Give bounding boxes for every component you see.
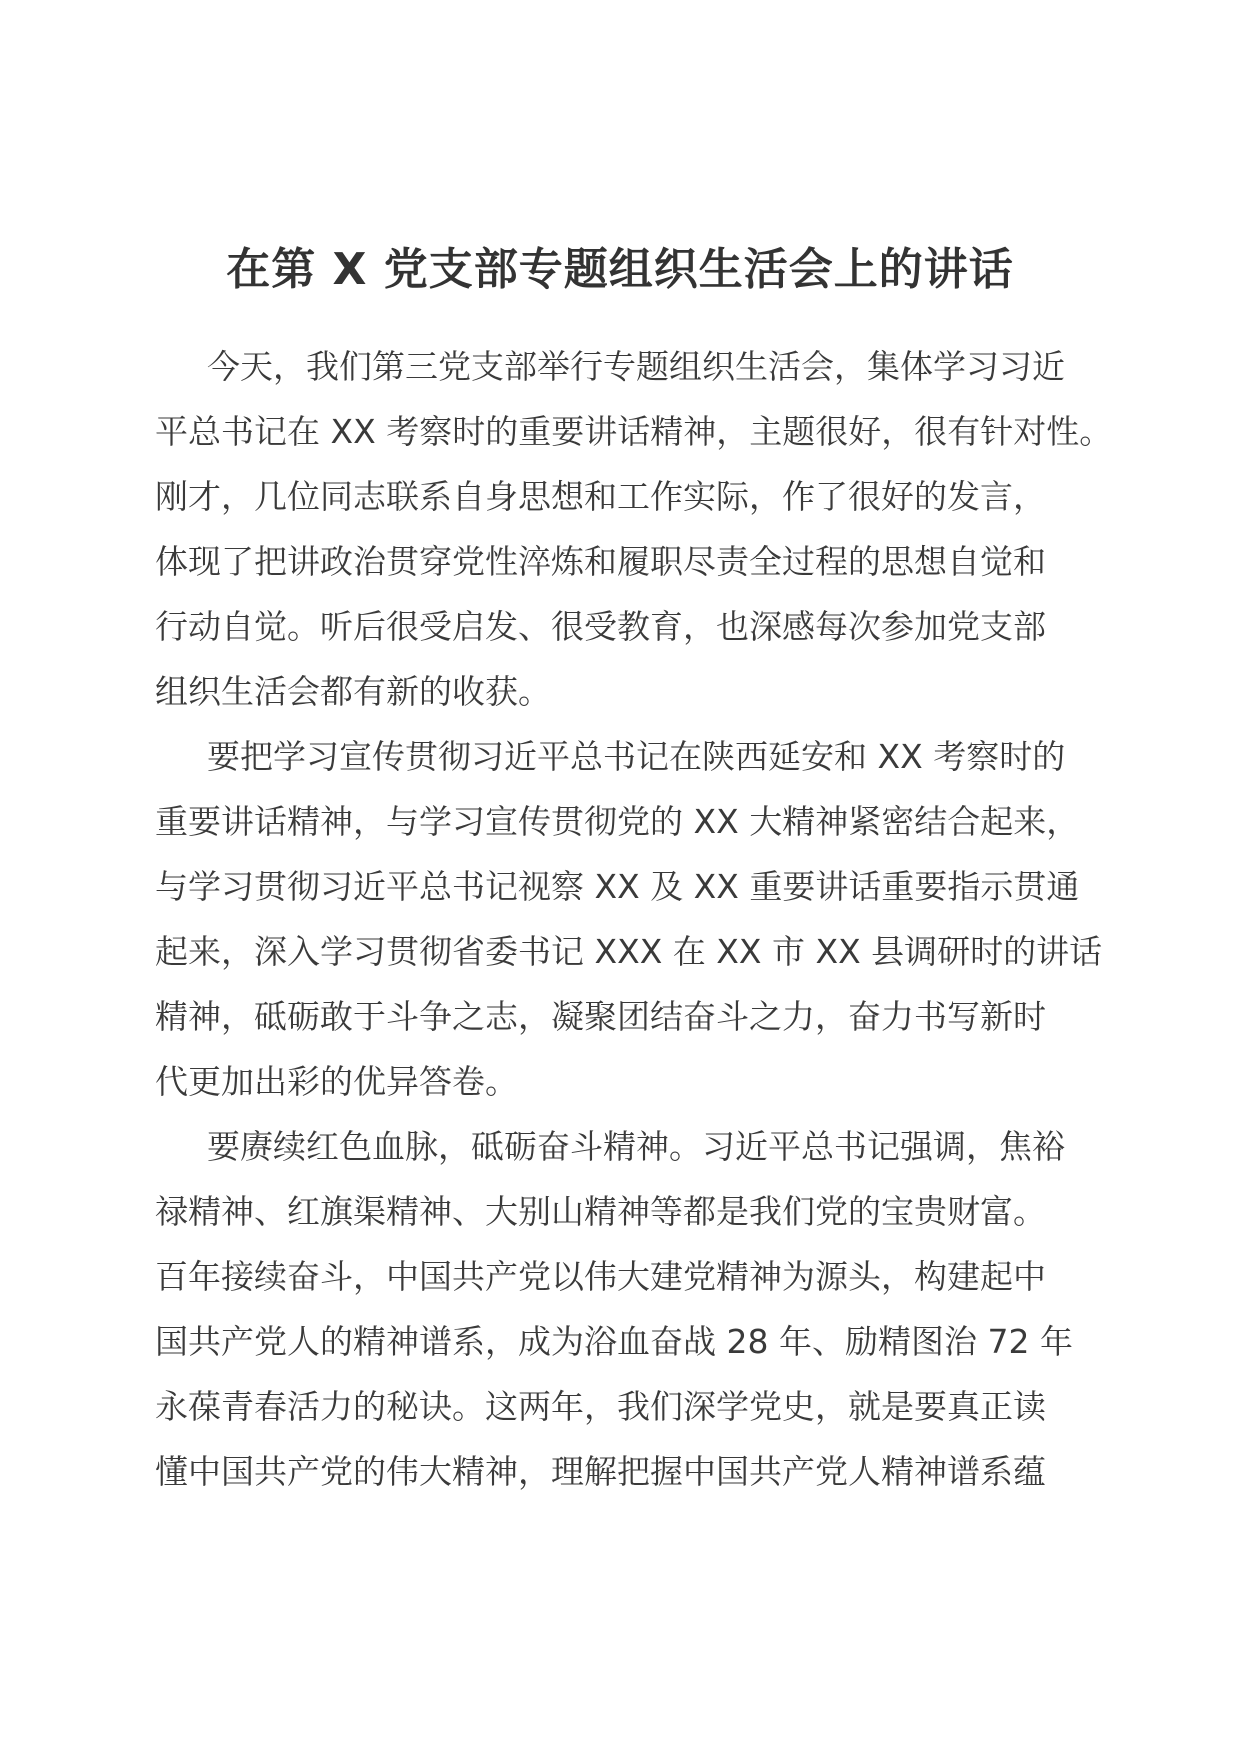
paragraph-3 bbox=[155, 1114, 1095, 1504]
text-line: 禄精神、红旗渠精神、大别山精神等都是我们党的宝贵财富。 bbox=[155, 1192, 1046, 1231]
text-line: 要赓续红色血脉，砥砺奋斗精神。习近平总书记强调，焦裕 bbox=[207, 1127, 1065, 1166]
text-line: 要把学习宣传贯彻习近平总书记在陕西延安和 XX 考察时的 bbox=[207, 737, 1066, 776]
paragraph-2 bbox=[155, 724, 1103, 1114]
paragraph-1 bbox=[155, 334, 1113, 724]
document-title: 在第 X 党支部专题组织生活会上的讲话 bbox=[226, 244, 1014, 295]
text-line: 代更加出彩的优异答卷。 bbox=[155, 1062, 518, 1101]
document-body bbox=[155, 334, 1113, 1504]
text-line: 百年接续奋斗，中国共产党以伟大建党精神为源头，构建起中 bbox=[155, 1257, 1046, 1296]
text-line: 体现了把讲政治贯穿党性淬炼和履职尽责全过程的思想自觉和 bbox=[155, 542, 1046, 581]
text-line: 精神，砥砺敢于斗争之志，凝聚团结奋斗之力，奋力书写新时 bbox=[155, 997, 1046, 1036]
text-line: 永葆青春活力的秘诀。这两年，我们深学党史，就是要真正读 bbox=[155, 1387, 1046, 1426]
text-line: 行动自觉。听后很受启发、很受教育，也深感每次参加党支部 bbox=[155, 607, 1046, 646]
text-line: 起来，深入学习贯彻省委书记 XXX 在 XX 市 XX 县调研时的讲话 bbox=[155, 932, 1103, 971]
text-line: 今天，我们第三党支部举行专题组织生活会，集体学习习近 bbox=[207, 347, 1065, 386]
text-line: 平总书记在 XX 考察时的重要讲话精神，主题很好，很有针对性。 bbox=[155, 412, 1113, 451]
text-line: 与学习贯彻习近平总书记视察 XX 及 XX 重要讲话重要指示贯通 bbox=[155, 867, 1080, 906]
text-line: 刚才，几位同志联系自身思想和工作实际，作了很好的发言， bbox=[155, 477, 1046, 516]
text-line: 组织生活会都有新的收获。 bbox=[155, 672, 551, 711]
text-line: 国共产党人的精神谱系，成为浴血奋战 28 年、励精图治 72 年 bbox=[155, 1322, 1073, 1361]
text-line: 重要讲话精神，与学习宣传贯彻党的 XX 大精神紧密结合起来， bbox=[155, 802, 1080, 841]
text-line: 懂中国共产党的伟大精神，理解把握中国共产党人精神谱系蕴 bbox=[155, 1452, 1046, 1491]
